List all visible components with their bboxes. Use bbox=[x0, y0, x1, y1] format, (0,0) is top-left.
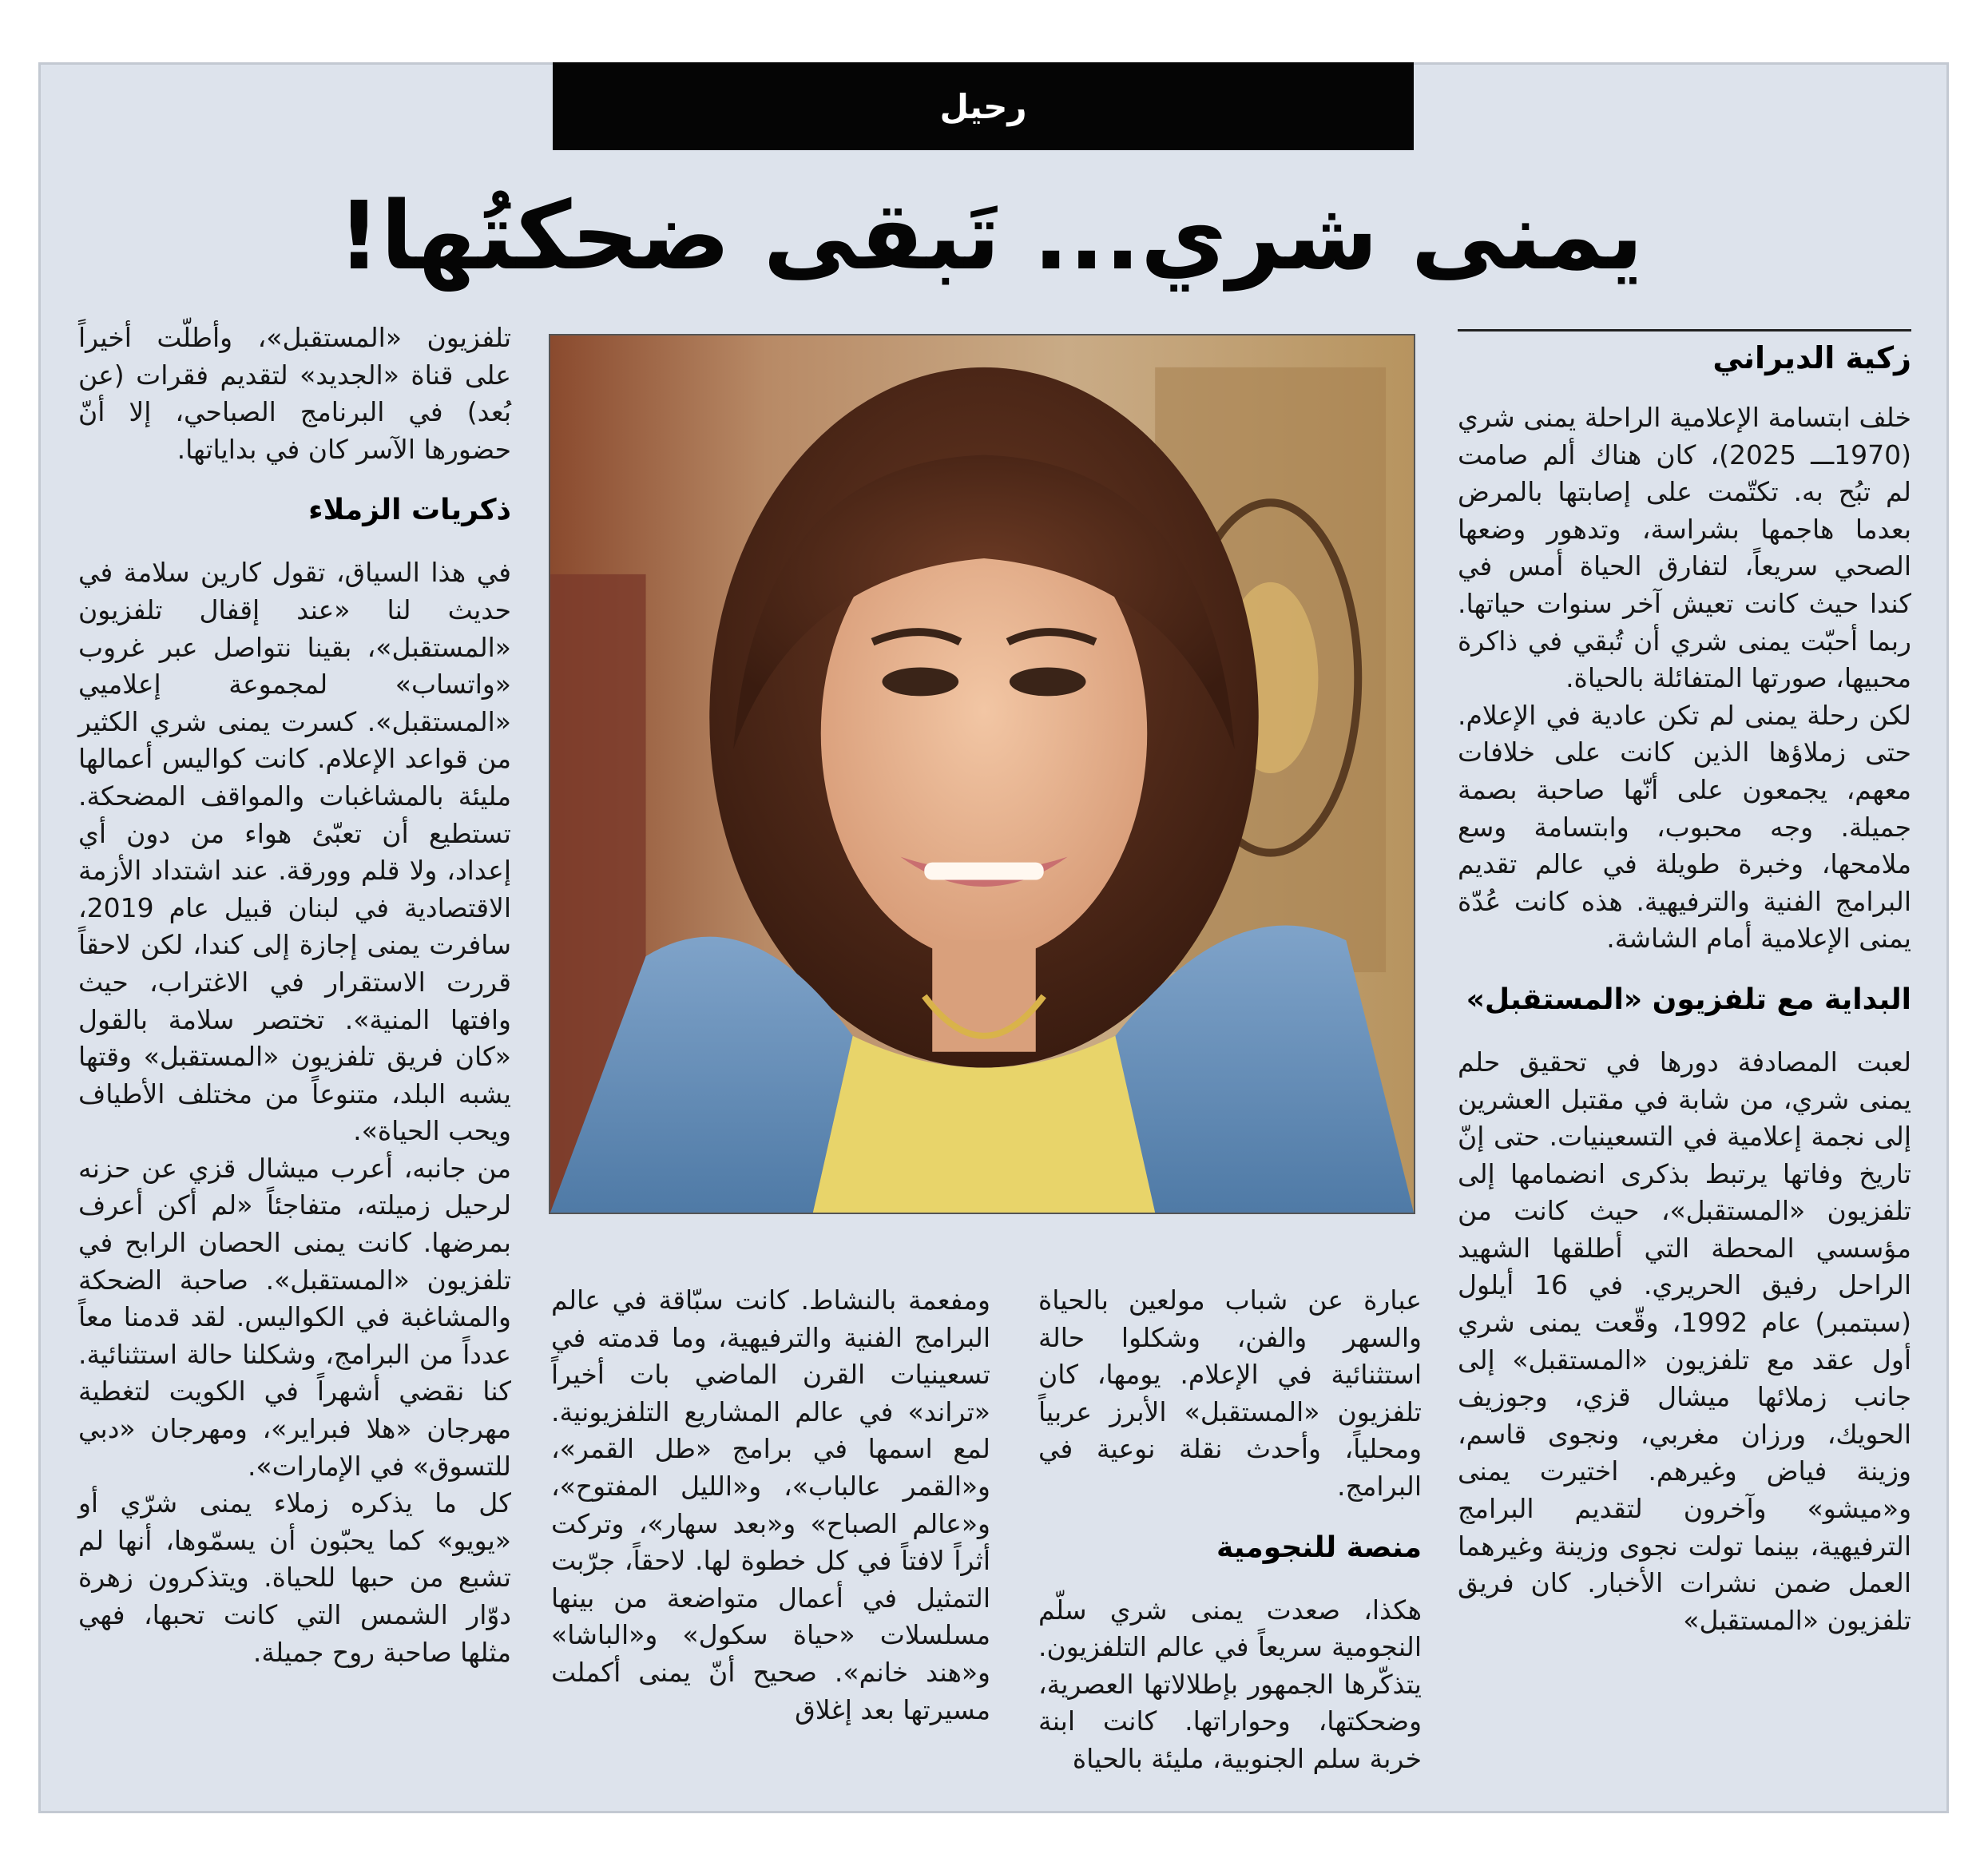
paragraph: عبارة عن شباب مولعين بالحياة والسهر والفن، وشكلوا حالة استثنائية في الإعلام. يومها، كان تلفزيون «المستقبل» الأبرز عربياً ومحلياً، وأحدث نقلة نوعية في البرامج. bbox=[1038, 1284, 1422, 1502]
paragraph: كل ما يذكره زملاء يمنى شرّي أو «يويو» كما يحبّون أن يسمّوها، أنها لم تشبع من حبها للحياة. ويتذكرون زهرة دوّار الشمس التي كانت تحبها، فهي مثلها صاحبة روح جميلة. bbox=[78, 1487, 511, 1668]
column-middle-right bbox=[1038, 1282, 1422, 1778]
column-middle-left bbox=[551, 1282, 990, 1729]
subheading: البداية مع تلفزيون «المستقبل» bbox=[1466, 983, 1911, 1016]
column-left bbox=[78, 320, 511, 1671]
section-label: رحيل bbox=[553, 62, 1414, 150]
paragraph: في هذا السياق، تقول كارين سلامة في حديث لنا «عند إقفال تلفزيون «المستقبل»، بقينا نتواصل عبر غروب «واتساب» لمجموعة إعلاميي «المستقبل». كسرت يمنى شري الكثير من قواعد الإعلام. كانت كواليس أعمالها مليئة بالمشاغبات والمواقف المضحكة. تستطيع أن تعبّئ هواء من دون أي إعداد، ولا قلم وورقة. عند اشتداد الأزمة الاقتصادية في لبنان قبيل عام 2019، سافرت يمنى إجازة إلى كندا، لكن لاحقاً قررت الاستقرار في الاغتراب، حيث وافتها المنية». تختصر سلامة بالقول «كان فريق تلفزيون «المستقبل» وقتها يشبه البلد، متنوعاً من مختلف الأطياف ويحب الحياة». bbox=[78, 557, 511, 1147]
paragraph: خلف ابتسامة الإعلامية الراحلة يمنى شري (1970ـــ 2025)، كان هناك ألم صامت لم تبُح به. تكتّمت على إصابتها بالمرض بعدما هاجمها بشراسة، وتدهور وضعها الصحي سريعاً، لتفارق الحياة أمس في كندا حيث كانت تعيش آخر سنوات حياتها. ربما أحبّت يمنى شري أن تُبقي في ذاكرة محبيها، صورتها المتفائلة بالحياة. bbox=[1458, 402, 1911, 694]
paragraph: ومفعمة بالنشاط. كانت سبّاقة في عالم البرامج الفنية والترفيهية، وما قدمته في تسعينيات القرن الماضي بات أخيراً «تراند» في عالم المشاريع التلفزيونية. لمع اسمها في برامج «طل القمر»، و«القمر عالباب»، و«الليل المفتوح»، و«عالم الصباح» و«بعد سهار»، وتركت أثراً لافتاً في كل خطوة لها. لاحقاً، جرّبت التمثيل في أعمال متواضعة من بينها مسلسلات «حياة سكول» و«الباشا» و«هند خانم». صحيح أنّ يمنى أكملت مسيرتها بعد إغلاق bbox=[551, 1284, 990, 1725]
paragraph: لكن رحلة يمنى لم تكن عادية في الإعلام. حتى زملاؤها الذين كانت على خلافات معهم، يجمعون على أنّها صاحبة بصمة جميلة. وجه محبوب، وابتسامة وسع ملامحها، وخبرة طويلة في عالم تقديم البرامج الفنية والترفيهية. هذه كانت عُدّة يمنى الإعلامية أمام الشاشة. bbox=[1458, 699, 1911, 955]
subheading: منصة للنجومية bbox=[1216, 1530, 1422, 1564]
paragraph: هكذا، صعدت يمنى شري سلّم النجومية سريعاً في عالم التلفزيون. يتذكّرها الجمهور بإطلالاتها العصرية، وضحكتها، وحواراتها. كانت ابنة خربة سلم الجنوبية، مليئة بالحياة bbox=[1038, 1594, 1422, 1774]
paragraph: تلفزيون «المستقبل»، وأطلّت أخيراً على قناة «الجديد» لتقديم فقرات (عن بُعد) في البرنامج الصباحي، إلا أنّ حضورها الآسر كان في بداياتها. bbox=[78, 322, 511, 465]
headline: يمنى شري... تَبقى ضحكتُها! bbox=[337, 181, 1644, 291]
byline-divider bbox=[1458, 329, 1911, 331]
paragraph: لعبت المصادفة دورها في تحقيق حلم يمنى شري، من شابة في مقتبل العشرين إلى نجمة إعلامية في التسعينيات. حتى إنّ تاريخ وفاتها يرتبط بذكرى انضمامها إلى تلفزيون «المستقبل»، حيث كانت من مؤسسي المحطة التي أطلقها الشهيد الراحل رفيق الحريري. في 16 أيلول (سبتمبر) عام 1992، وقّعت يمنى شري أول عقد مع تلفزيون «المستقبل» إلى جانب زملائها ميشال قزي، وجوزيف الحويك، ورزان مغربي، ونجوى قاسم، وزينة فياض وغيرهم. اختيرت يمنى و«ميشو» وآخرون لتقديم البرامج الترفيهية، بينما تولت نجوى وزينة وغيرهما العمل ضمن نشرات الأخبار. كان فريق تلفزيون «المستقبل» bbox=[1458, 1046, 1911, 1636]
column-right bbox=[1458, 399, 1911, 1639]
subheading: ذكريات الزملاء bbox=[308, 494, 511, 527]
article-photo bbox=[549, 334, 1415, 1214]
paragraph: من جانبه، أعرب ميشال قزي عن حزنه لرحيل زميلته، متفاجئاً «لم أكن أعرف بمرضها. كانت يمنى الحصان الرابح في تلفزيون «المستقبل». صاحبة الضحكة والمشاغبة في الكواليس. لقد قدمنا معاً عدداً من البرامج، وشكلنا حالة استثنائية. كنا نقضي أشهراً في الكويت لتغطية مهرجان «هلا فبراير»، ومهرجان «دبي للتسوق» في الإمارات». bbox=[78, 1152, 511, 1482]
byline: زكية الديراني bbox=[1712, 340, 1911, 375]
